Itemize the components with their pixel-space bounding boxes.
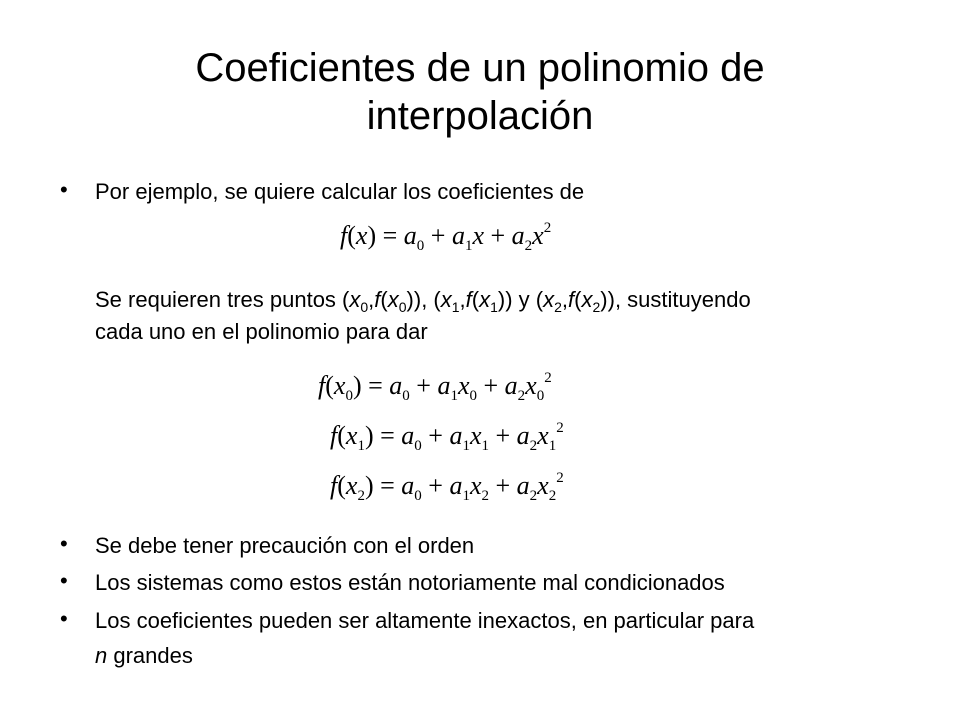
- bullet-1-continuation-line2: cada uno en el polinomio para dar: [95, 319, 428, 344]
- bullet-marker: •: [60, 177, 68, 202]
- bullet-1-continuation-line1: Se requieren tres puntos $(x_0,f(x_0))$, $(x_1,f(x_1))$ y $(x_2,f(x_2))$, sustituyendo: [95, 287, 751, 315]
- equation-x0: $f(x_0) = a_0 + a_1x_0 + a_2x_0^2$: [318, 370, 552, 404]
- equation-x2: $f(x_2) = a_0 + a_1x_2 + a_2x_2^2$: [330, 470, 564, 504]
- polynomial-formula: $f(x) = a_0 + a_1x + a_2x^2$: [340, 220, 552, 254]
- bullet-4-line1: Los coeficientes pueden ser altamente inexactos, en particular para: [95, 608, 755, 633]
- bullet-marker: •: [60, 568, 68, 593]
- bullet-4-line2-rest: grandes: [107, 643, 193, 668]
- slide-title-line2: interpolación: [366, 94, 594, 138]
- continuation-prefix: Se requieren tres puntos (: [95, 287, 350, 312]
- bullet-2-text: Se debe tener precaución con el orden: [95, 533, 475, 558]
- bullet-4-line2: [95, 641, 193, 671]
- bullet-marker: •: [60, 531, 68, 556]
- bullet-3-text: Los sistemas como estos están notoriamente mal condicionados: [95, 570, 725, 595]
- n-variable: n: [95, 643, 108, 668]
- bullet-marker: •: [60, 606, 68, 631]
- bullet-1-text: Por ejemplo, se quiere calcular los coeficientes de: [95, 179, 585, 204]
- slide-title-line1: Coeficientes de un polinomio de: [195, 46, 765, 90]
- continuation-suffix: ), sustituyendo: [607, 287, 751, 312]
- equation-x1: $f(x_1) = a_0 + a_1x_1 + a_2x_1^2$: [330, 420, 564, 454]
